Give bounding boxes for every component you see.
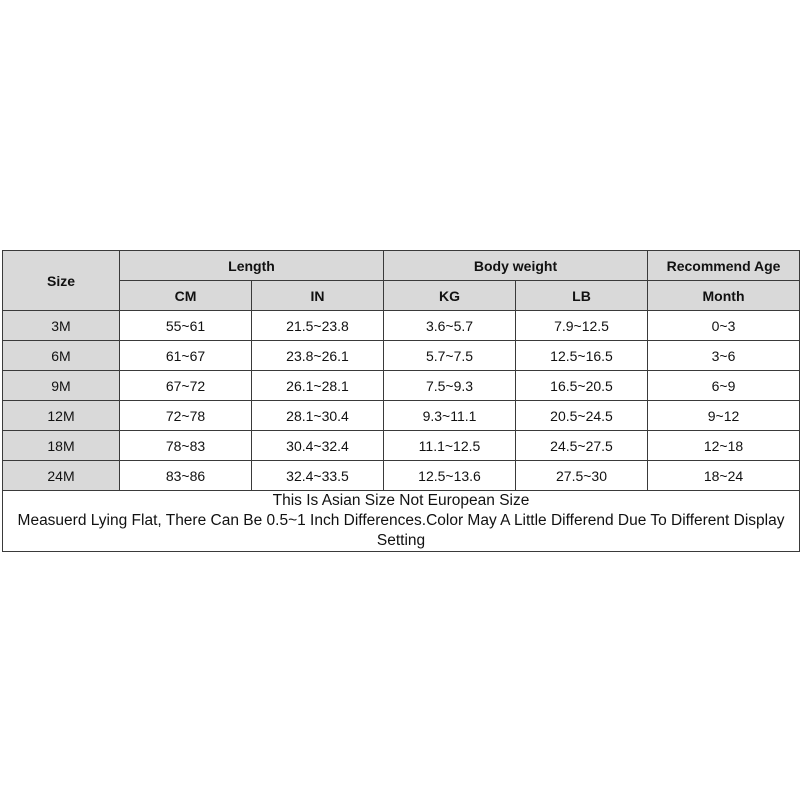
lb-cell: 16.5~20.5 — [516, 371, 648, 401]
kg-cell: 3.6~5.7 — [384, 311, 516, 341]
size-note — [3, 491, 800, 552]
header-row-group — [3, 251, 800, 281]
size-cell: 9M — [3, 371, 120, 401]
lb-cell: 24.5~27.5 — [516, 431, 648, 461]
header-row-units — [3, 281, 800, 311]
size-cell: 18M — [3, 431, 120, 461]
in-cell: 21.5~23.8 — [252, 311, 384, 341]
lb-cell: 20.5~24.5 — [516, 401, 648, 431]
kg-cell: 9.3~11.1 — [384, 401, 516, 431]
kg-cell: 7.5~9.3 — [384, 371, 516, 401]
cm-header: CM — [120, 281, 252, 311]
kg-header: KG — [384, 281, 516, 311]
lb-cell: 12.5~16.5 — [516, 341, 648, 371]
body-weight-header: Body weight — [384, 251, 648, 281]
lb-header: LB — [516, 281, 648, 311]
kg-cell: 5.7~7.5 — [384, 341, 516, 371]
cm-cell: 72~78 — [120, 401, 252, 431]
size-cell: 3M — [3, 311, 120, 341]
note-measurement: Measuerd Lying Flat, There Can Be 0.5~1 Inch Differences.Color May A Little Differend Due To Different Display Setting — [17, 512, 785, 549]
size-header: Size — [3, 251, 120, 311]
in-cell: 32.4~33.5 — [252, 461, 384, 491]
kg-cell: 11.1~12.5 — [384, 431, 516, 461]
month-cell: 9~12 — [648, 401, 800, 431]
month-cell: 18~24 — [648, 461, 800, 491]
size-table — [2, 250, 800, 552]
table-row — [3, 461, 800, 491]
lb-cell: 27.5~30 — [516, 461, 648, 491]
note-row — [3, 491, 800, 552]
table-row — [3, 341, 800, 371]
month-cell: 0~3 — [648, 311, 800, 341]
cm-cell: 78~83 — [120, 431, 252, 461]
size-cell: 24M — [3, 461, 120, 491]
in-cell: 26.1~28.1 — [252, 371, 384, 401]
table-row — [3, 401, 800, 431]
table-row — [3, 431, 800, 461]
cm-cell: 55~61 — [120, 311, 252, 341]
month-cell: 12~18 — [648, 431, 800, 461]
month-header: Month — [648, 281, 800, 311]
in-cell: 30.4~32.4 — [252, 431, 384, 461]
length-header: Length — [120, 251, 384, 281]
note-asian-size: This Is Asian Size Not European Size — [272, 492, 530, 509]
cm-cell: 83~86 — [120, 461, 252, 491]
month-cell: 6~9 — [648, 371, 800, 401]
in-header: IN — [252, 281, 384, 311]
size-chart — [2, 250, 799, 552]
in-cell: 28.1~30.4 — [252, 401, 384, 431]
cm-cell: 67~72 — [120, 371, 252, 401]
lb-cell: 7.9~12.5 — [516, 311, 648, 341]
recommend-age-header: Recommend Age — [648, 251, 800, 281]
kg-cell: 12.5~13.6 — [384, 461, 516, 491]
month-cell: 3~6 — [648, 341, 800, 371]
size-cell: 6M — [3, 341, 120, 371]
in-cell: 23.8~26.1 — [252, 341, 384, 371]
cm-cell: 61~67 — [120, 341, 252, 371]
table-row — [3, 371, 800, 401]
table-row — [3, 311, 800, 341]
size-cell: 12M — [3, 401, 120, 431]
